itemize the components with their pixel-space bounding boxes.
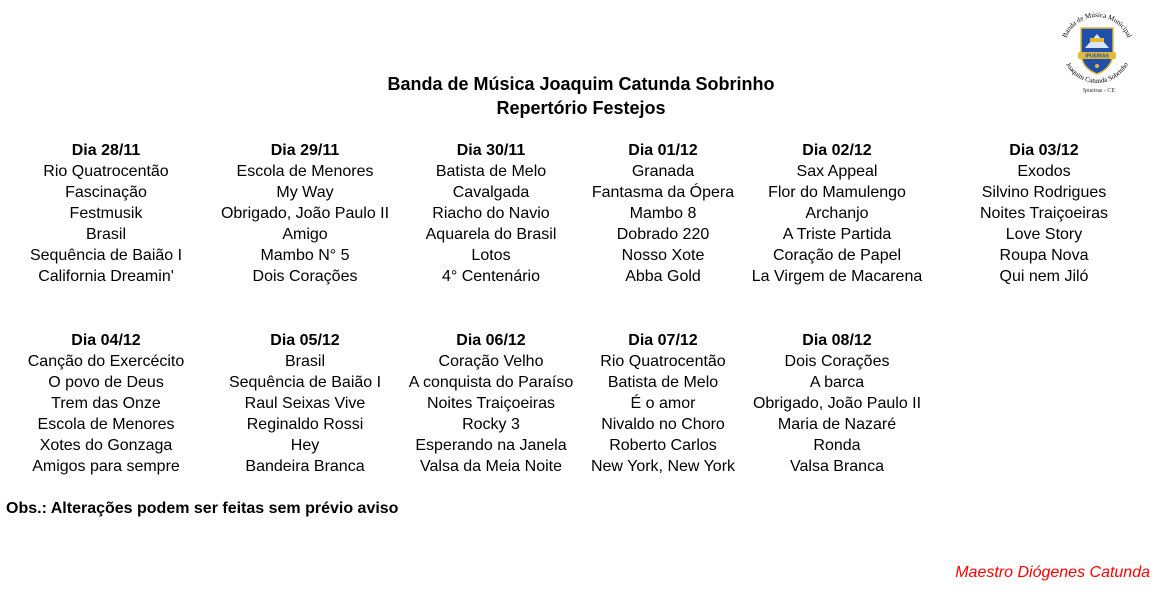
song-item: O povo de Deus [48,374,164,391]
song-item: A barca [809,374,865,391]
song-item: California Dreamin' [38,268,174,285]
song-item: Dois Corações [784,353,890,370]
document-title: Banda de Música Joaquim Catunda Sobrinho [387,74,775,94]
song-item: Roberto Carlos [609,437,717,454]
song-item: Archanjo [805,205,869,222]
song-item: Fantasma da Ópera [591,184,735,201]
song-item: Silvino Rodrigues [981,184,1107,201]
song-item: Abba Gold [625,268,701,285]
song-item: Brasil [284,353,325,370]
song-item: Coração de Papel [772,247,902,264]
song-item: Noites Traiçoeiras [979,205,1109,222]
song-item: La Virgem de Macarena [751,268,923,285]
song-item: Nivaldo no Choro [601,416,725,433]
song-item: Amigo [282,226,328,243]
day-column [954,140,1134,287]
song-item: Ronda [813,437,861,454]
song-item: Dobrado 220 [616,226,710,243]
song-item: Esperando na Janela [415,437,567,454]
song-item: Coração Velho [438,353,544,370]
maestro-signature: Maestro Diógenes Catunda [955,564,1150,581]
observation-note: Obs.: Alterações podem ser feitas sem prévio aviso [6,500,399,517]
day-column [215,140,395,287]
logo-top-text: Banda de Música Municipal [1060,10,1134,39]
song-item: Rio Quatrocentão [43,163,169,180]
song-item: Canção do Exercécito [27,353,185,370]
song-item: Obrigado, João Paulo II [220,205,390,222]
song-item: Exodos [1017,163,1071,180]
song-item: Sequência de Baião I [29,247,183,264]
song-item: Festmusik [69,205,143,222]
song-item: Reginaldo Rossi [246,416,364,433]
day-title: Dia 29/11 [270,142,340,159]
day-title: Dia 07/12 [628,332,698,349]
song-item: Cavalgada [452,184,530,201]
song-item: Dois Corações [252,268,358,285]
song-item: Bandeira Branca [245,458,365,475]
song-item: Sax Appeal [796,163,878,180]
song-item: Escola de Menores [236,163,374,180]
song-item: Flor do Mamulengo [768,184,906,201]
logo-bottom-text: Joaquim Catunda Sobrinho [1064,61,1130,86]
song-item: É o amor [630,395,696,412]
day-title: Dia 06/12 [456,332,526,349]
song-item: Lotos [471,247,511,264]
song-item: Valsa da Meia Noite [420,458,562,475]
logo-caption: Ipueiras - CE [1083,88,1115,94]
song-item: 4° Centenário [441,268,540,285]
day-column [16,140,196,287]
song-item: Xotes do Gonzaga [39,437,173,454]
song-item: Maria de Nazaré [777,416,897,433]
day-title: Dia 02/12 [802,142,872,159]
song-item: Amigos para sempre [32,458,180,475]
day-title: Dia 28/11 [71,142,141,159]
day-title: Dia 05/12 [270,332,340,349]
song-item: Mambo 8 [629,205,697,222]
song-item: A conquista do Paraíso [408,374,574,391]
song-item: Trem das Onze [51,395,161,412]
day-column [747,330,927,477]
song-item: Rio Quatrocentão [600,353,726,370]
song-item: Valsa Branca [790,458,884,475]
song-item: Obrigado, João Paulo II [752,395,922,412]
document-subtitle: Repertório Festejos [496,98,666,118]
song-item: Batista de Melo [435,163,547,180]
day-column [573,330,753,477]
song-item: Riacho do Navio [432,205,550,222]
day-title: Dia 30/11 [456,142,526,159]
day-column [401,140,581,287]
day-title: Dia 01/12 [628,142,698,159]
day-column [401,330,581,477]
song-item: Qui nem Jiló [999,268,1089,285]
day-column [747,140,927,287]
day-column [573,140,753,287]
song-item: A Triste Partida [782,226,892,243]
day-column [215,330,395,477]
song-item: Escola de Menores [37,416,175,433]
song-item: Fascinação [65,184,147,201]
song-item: New York, New York [590,458,736,475]
song-item: Raul Seixas Vive [244,395,366,412]
song-item: Nosso Xote [621,247,705,264]
song-item: Noites Traiçoeiras [426,395,556,412]
day-title: Dia 03/12 [1009,142,1079,159]
day-column [16,330,196,477]
song-item: Mambo N° 5 [260,247,350,264]
song-item: Love Story [1005,226,1083,243]
day-title: Dia 08/12 [802,332,872,349]
song-item: Batista de Melo [607,374,719,391]
song-item: My Way [276,184,334,201]
song-item: Sequência de Baião I [228,374,382,391]
song-item: Roupa Nova [999,247,1089,264]
song-item: Aquarela do Brasil [425,226,557,243]
song-item: Brasil [85,226,126,243]
document-header [0,72,1162,120]
logo-banner-text: IPUEIRAS [1085,53,1109,60]
song-item: Rocky 3 [462,416,520,433]
song-item: Granada [631,163,695,180]
day-title: Dia 04/12 [71,332,141,349]
song-item: Hey [290,437,320,454]
